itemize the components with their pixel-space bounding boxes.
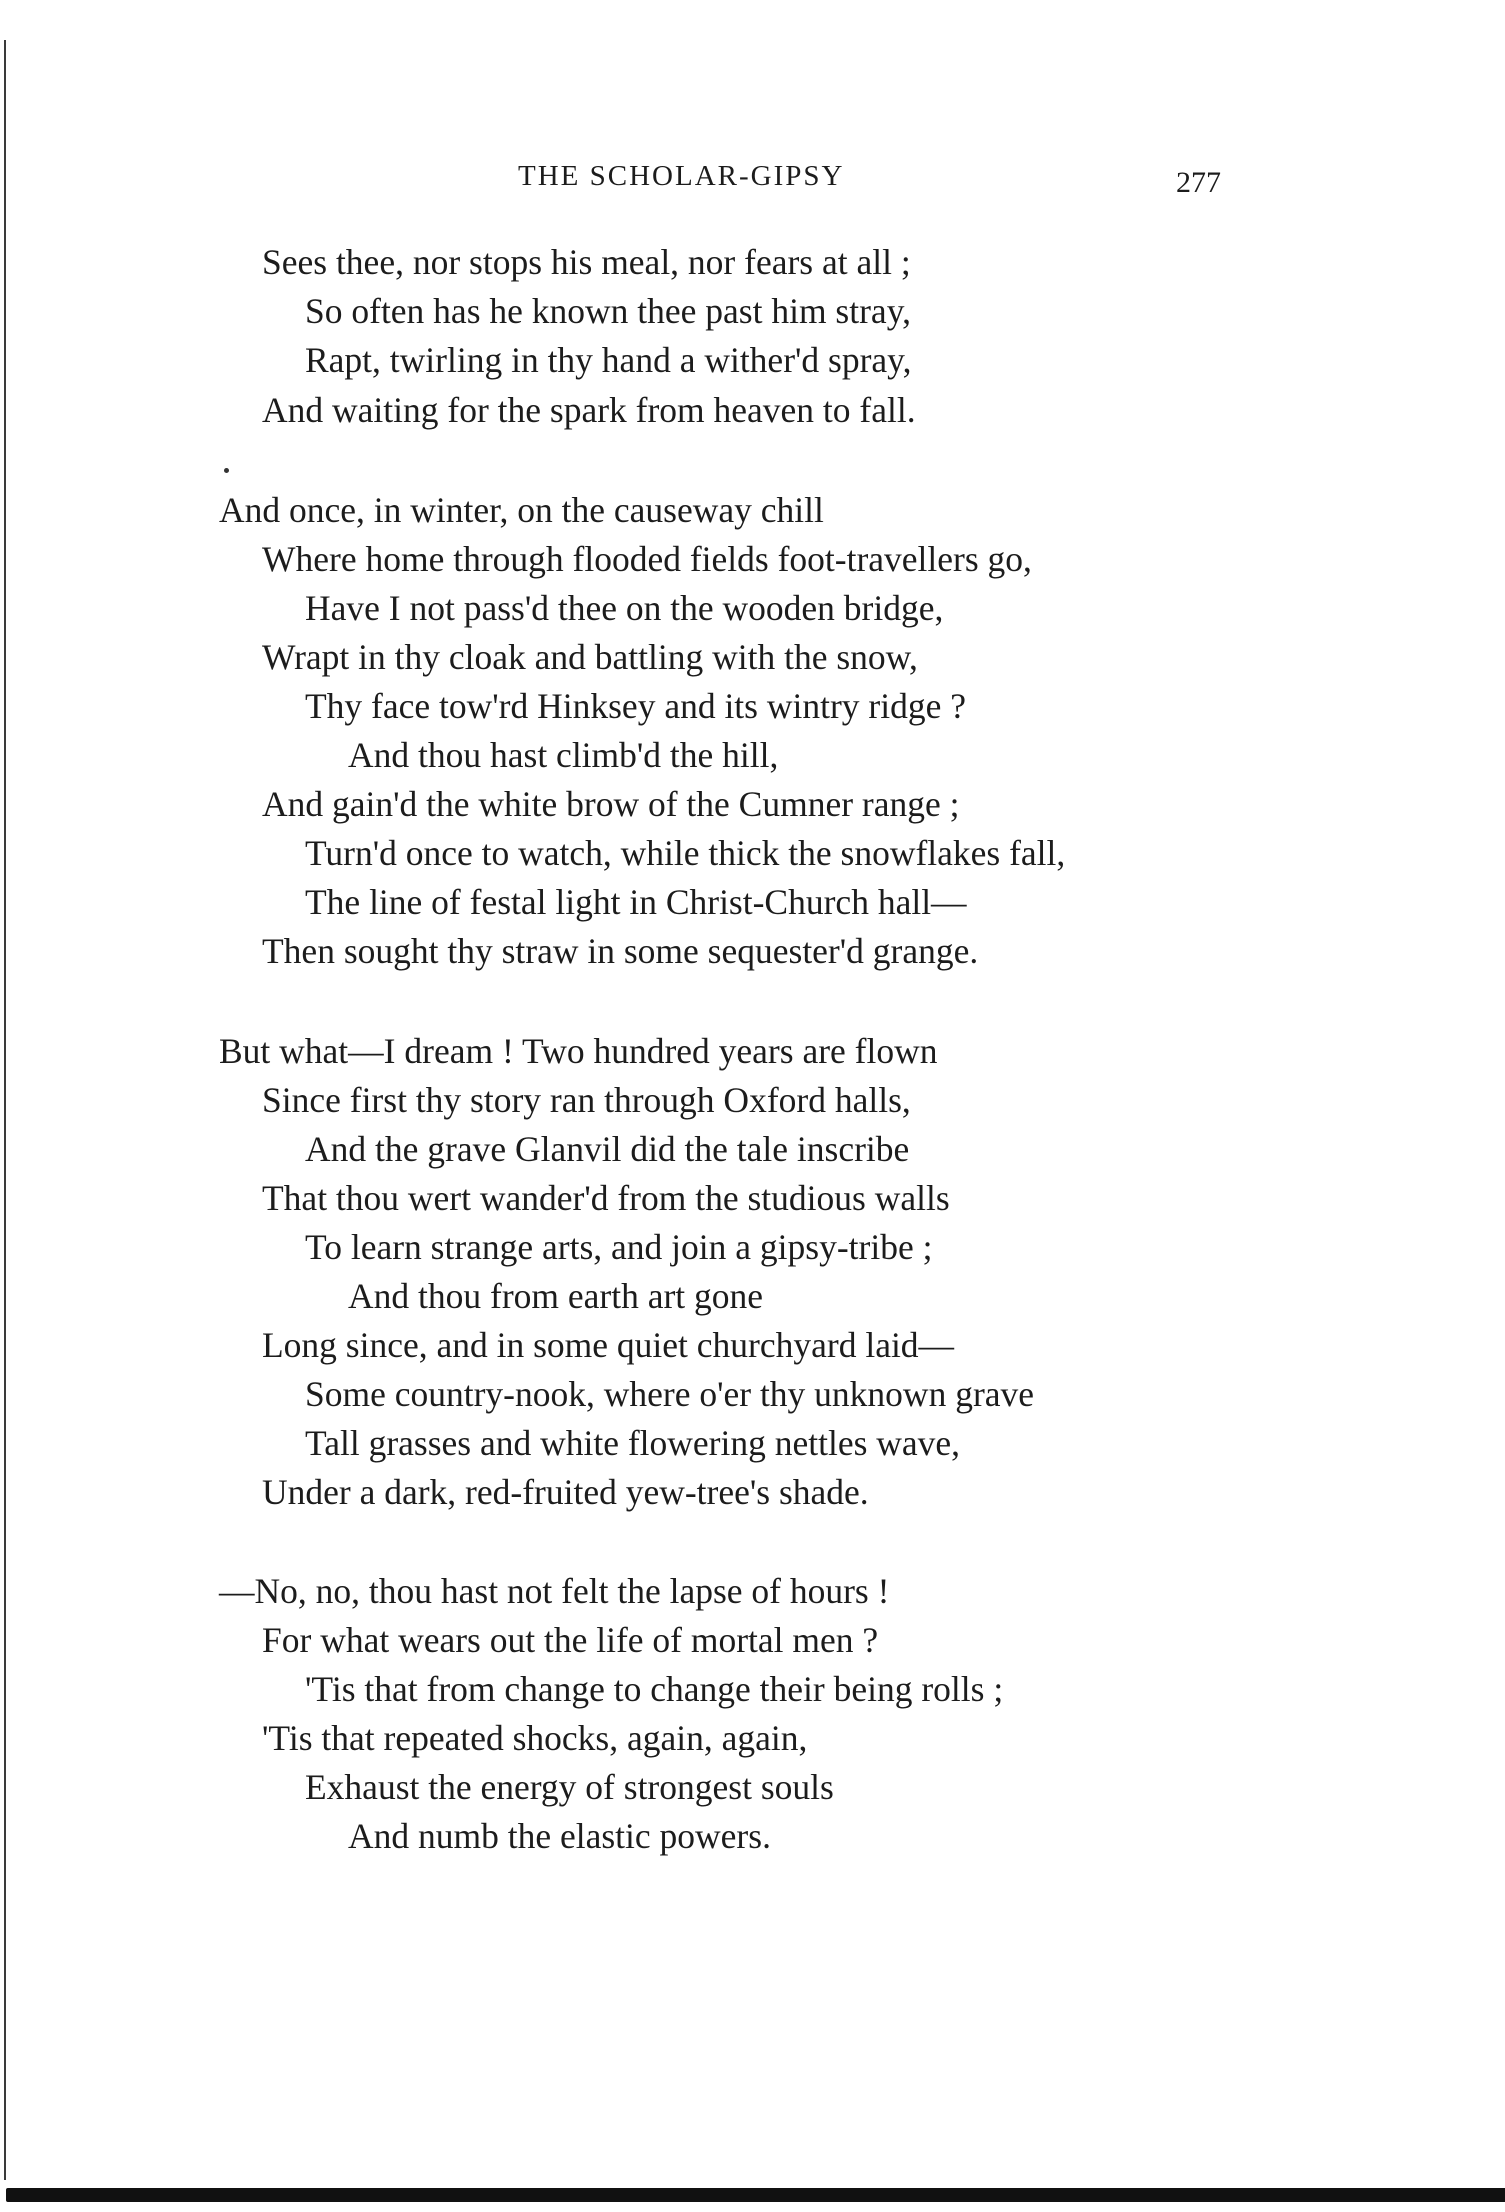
verse-line: Wrapt in thy cloak and battling with the snow, bbox=[262, 637, 918, 677]
verse-line: And gain'd the white brow of the Cumner range ; bbox=[262, 784, 960, 824]
verse-line: Under a dark, red-fruited yew-tree's shade. bbox=[262, 1472, 869, 1512]
verse-line: Where home through flooded fields foot-travellers go, bbox=[262, 539, 1032, 579]
verse-line: 'Tis that repeated shocks, again, again, bbox=[262, 1718, 808, 1758]
running-head bbox=[0, 160, 1505, 208]
print-speck bbox=[224, 468, 229, 473]
verse-line: Have I not pass'd thee on the wooden bridge, bbox=[305, 588, 944, 628]
verse-line: And once, in winter, on the causeway chill bbox=[219, 490, 824, 530]
verse-line: The line of festal light in Christ-Church hall— bbox=[305, 882, 967, 922]
verse-line: Then sought thy straw in some sequester'd grange. bbox=[262, 931, 979, 971]
page-number: 277 bbox=[1176, 166, 1221, 199]
verse-line: And thou from earth art gone bbox=[348, 1276, 764, 1316]
verse-line: Long since, and in some quiet churchyard laid— bbox=[262, 1325, 955, 1365]
verse-line: And the grave Glanvil did the tale inscribe bbox=[305, 1129, 910, 1169]
verse-line: Since first thy story ran through Oxford halls, bbox=[262, 1080, 911, 1120]
verse-line: And waiting for the spark from heaven to fall. bbox=[262, 390, 916, 430]
verse-line: Thy face tow'rd Hinksey and its wintry ridge ? bbox=[305, 686, 966, 726]
verse-line: —No, no, thou hast not felt the lapse of hours ! bbox=[219, 1571, 890, 1611]
verse-line: So often has he known thee past him stray, bbox=[305, 291, 912, 331]
verse-line: Rapt, twirling in thy hand a wither'd spray, bbox=[305, 340, 912, 380]
verse-line: Turn'd once to watch, while thick the snowflakes fall, bbox=[305, 833, 1066, 873]
verse-line: Some country-nook, where o'er thy unknown grave bbox=[305, 1374, 1035, 1414]
verse-line: Exhaust the energy of strongest souls bbox=[305, 1767, 834, 1807]
verse-line: Sees thee, nor stops his meal, nor fears at all ; bbox=[262, 242, 911, 282]
page-bottom-edge bbox=[6, 2188, 1505, 2202]
verse-line: But what—I dream ! Two hundred years are flown bbox=[219, 1031, 938, 1071]
verse-line: And numb the elastic powers. bbox=[348, 1816, 771, 1856]
verse-line: For what wears out the life of mortal men ? bbox=[262, 1620, 879, 1660]
page-left-edge bbox=[4, 40, 6, 2180]
verse-line: Tall grasses and white flowering nettles wave, bbox=[305, 1423, 961, 1463]
verse-line: 'Tis that from change to change their being rolls ; bbox=[305, 1669, 1004, 1709]
verse-line: That thou wert wander'd from the studious walls bbox=[262, 1178, 950, 1218]
verse-line: To learn strange arts, and join a gipsy-tribe ; bbox=[305, 1227, 933, 1267]
verse-line: And thou hast climb'd the hill, bbox=[348, 735, 779, 775]
running-title: THE SCHOLAR-GIPSY bbox=[518, 160, 845, 192]
